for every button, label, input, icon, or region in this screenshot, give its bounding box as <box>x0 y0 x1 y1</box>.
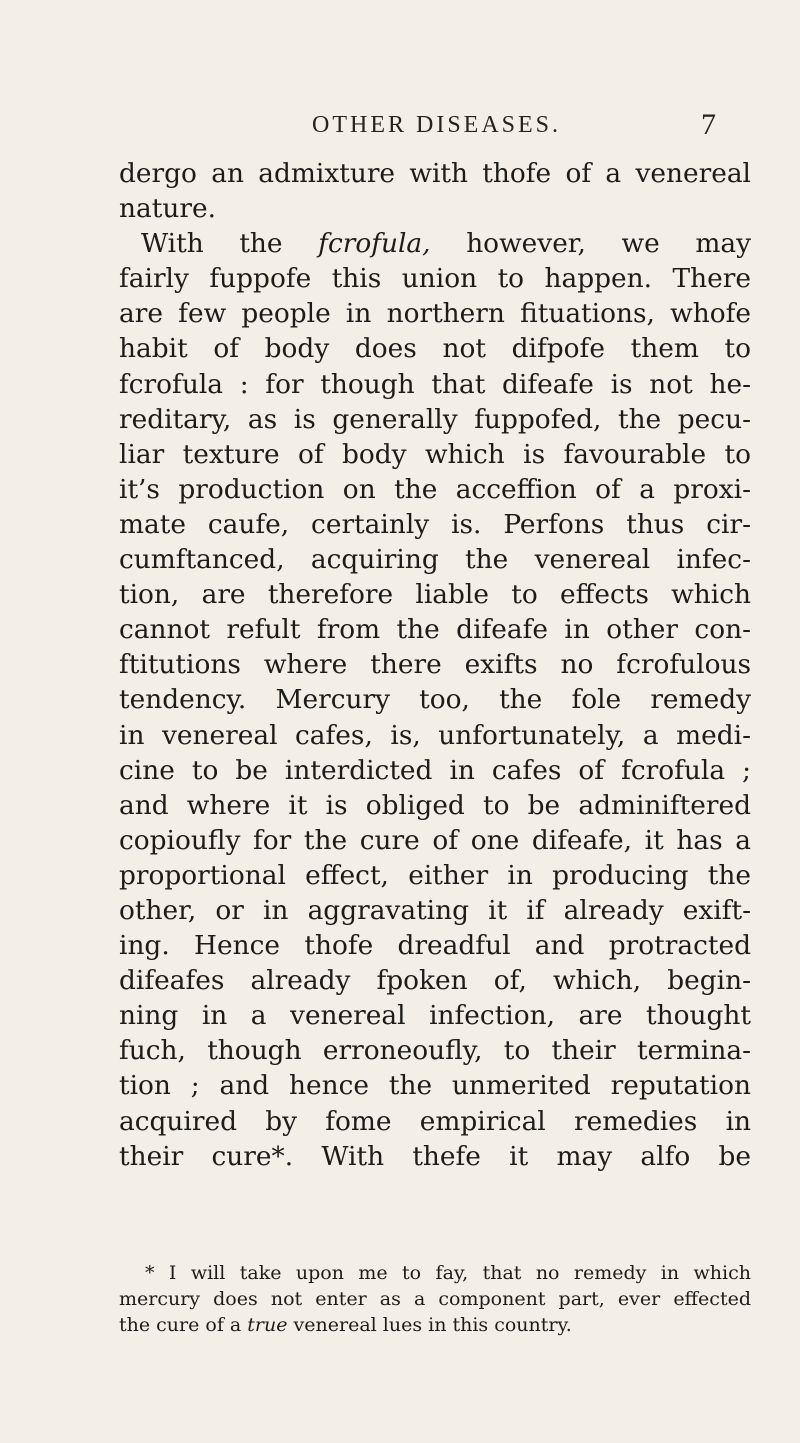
text-line: ing. Hence thofe dreadful and protracted <box>119 930 751 962</box>
page-number: 7 <box>701 108 716 141</box>
text-span: With the <box>141 228 283 260</box>
text-line: cumftanced, acquiring the venereal infec- <box>119 544 751 576</box>
running-head <box>120 108 740 148</box>
text-line: tendency. Mercury too, the fole remedy <box>119 684 751 716</box>
text-line: their cure*. With thefe it may alfo be <box>119 1140 751 1172</box>
text-line: other, or in aggravating it if already exift- <box>119 894 751 926</box>
text-line: tion ; and hence the unmerited reputation <box>119 1070 751 1102</box>
text-line <box>119 226 751 261</box>
text-line: liar texture of body which is favourable to <box>119 438 751 470</box>
text-line: in venereal cafes, is, unfortunately, a medi- <box>119 719 751 751</box>
text-line: nature. <box>119 193 216 225</box>
text-line: ftitutions where there exifts no fcrofulous <box>119 649 751 681</box>
italic-term: fcrofula, <box>318 228 431 260</box>
italic-term: true <box>247 1314 288 1336</box>
text-line: fuch, though erroneoufly, to their termina- <box>119 1035 751 1067</box>
text-line: habit of body does not difpofe them to <box>119 333 751 365</box>
text-line: reditary, as is generally fuppofed, the pecu- <box>119 403 751 435</box>
text-line: and where it is obliged to be adminiftered <box>119 789 751 821</box>
text-line: mate caufe, certainly is. Perfons thus cir- <box>119 508 751 540</box>
body-text <box>119 156 751 1174</box>
running-title: OTHER DISEASES. <box>312 112 562 138</box>
text-line: cine to be interdicted in cafes of fcrofula ; <box>119 754 751 786</box>
text-line: tion, are therefore liable to effects which <box>119 579 751 611</box>
text-line: acquired by fome empirical remedies in <box>119 1105 751 1137</box>
text-line: dergo an admixture with thofe of a venereal <box>119 158 751 189</box>
text-line: are few people in northern fituations, whofe <box>119 298 751 330</box>
footnote-line: mercury does not enter as a component part, ever effected <box>119 1288 751 1310</box>
text-line: copioufly for the cure of one difeafe, it has a <box>119 824 751 856</box>
footnote-line <box>119 1312 751 1338</box>
text-line: difeafes already fpoken of, which, begin- <box>119 965 751 997</box>
text-line: ning in a venereal infection, are thought <box>119 1000 751 1032</box>
text-line: fairly fuppofe this union to happen. There <box>119 263 751 295</box>
footnote <box>119 1260 751 1338</box>
text-span: venereal lues in this country. <box>293 1314 572 1336</box>
text-line: it’s production on the acceffion of a proxi- <box>119 473 751 505</box>
text-span: however, we may <box>466 228 752 260</box>
text-span: the cure of a <box>119 1314 242 1336</box>
text-line: cannot refult from the difeafe in other con- <box>119 614 751 646</box>
text-line: proportional effect, either in producing the <box>119 859 751 891</box>
footnote-line: * I will take upon me to fay, that no remedy in which <box>145 1262 751 1284</box>
text-line: fcrofula : for though that difeafe is not he- <box>119 368 751 400</box>
